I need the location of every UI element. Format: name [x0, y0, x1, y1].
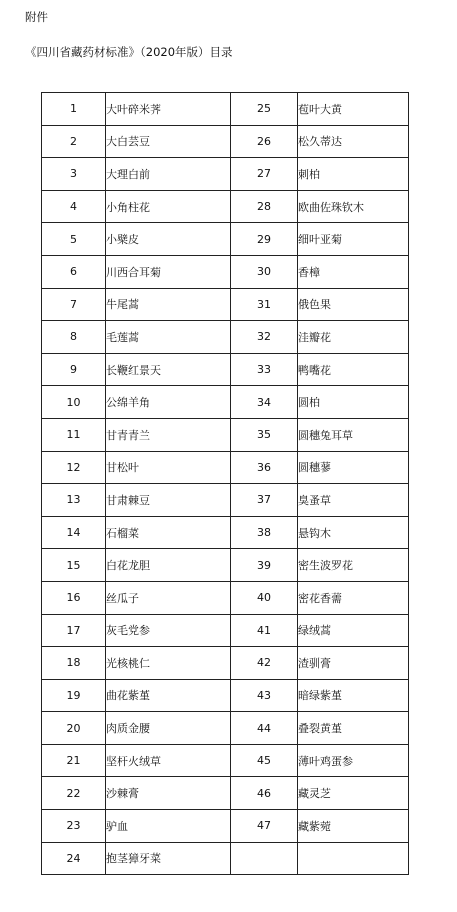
entry-name: 大白芸豆	[106, 125, 231, 158]
entry-number: 34	[231, 386, 298, 419]
entry-number: 46	[231, 777, 298, 810]
table-row	[42, 614, 409, 647]
entry-name: 大叶碎米荠	[106, 93, 231, 126]
entry-number: 22	[42, 777, 106, 810]
entry-name: 臭蚤草	[298, 484, 409, 517]
entry-number: 32	[231, 321, 298, 354]
entry-name: 洼瓣花	[298, 321, 409, 354]
table-row	[42, 418, 409, 451]
table-row	[42, 190, 409, 223]
entry-number: 14	[42, 516, 106, 549]
table-row	[42, 712, 409, 745]
entry-number: 37	[231, 484, 298, 517]
entry-number: 5	[42, 223, 106, 256]
entry-name: 肉质金腰	[106, 712, 231, 745]
entry-number: 33	[231, 353, 298, 386]
table-row	[42, 810, 409, 843]
entry-number: 45	[231, 744, 298, 777]
entry-name: 小檗皮	[106, 223, 231, 256]
entry-name: 渣驯膏	[298, 647, 409, 680]
entry-number: 40	[231, 581, 298, 614]
entry-number: 35	[231, 418, 298, 451]
entry-name: 密花香薷	[298, 581, 409, 614]
catalog-body	[42, 93, 409, 875]
entry-number: 39	[231, 549, 298, 582]
table-row	[42, 842, 409, 875]
entry-name: 灰毛党参	[106, 614, 231, 647]
entry-number: 16	[42, 581, 106, 614]
entry-name: 光核桃仁	[106, 647, 231, 680]
entry-number: 30	[231, 255, 298, 288]
table-row	[42, 93, 409, 126]
entry-number: 36	[231, 451, 298, 484]
table-row	[42, 777, 409, 810]
entry-number: 9	[42, 353, 106, 386]
entry-name: 牛尾蒿	[106, 288, 231, 321]
entry-name: 密生波罗花	[298, 549, 409, 582]
entry-number: 28	[231, 190, 298, 223]
entry-name: 小角柱花	[106, 190, 231, 223]
document-title: 《四川省藏药材标准》（2020年版）目录	[25, 45, 233, 59]
entry-name: 鸭嘴花	[298, 353, 409, 386]
entry-name: 甘松叶	[106, 451, 231, 484]
table-row	[42, 255, 409, 288]
entry-number: 38	[231, 516, 298, 549]
entry-name: 公绵羊角	[106, 386, 231, 419]
table-row	[42, 581, 409, 614]
entry-number: 19	[42, 679, 106, 712]
entry-number: 25	[231, 93, 298, 126]
table-row	[42, 321, 409, 354]
entry-name: 藏紫菀	[298, 810, 409, 843]
entry-number: 29	[231, 223, 298, 256]
entry-number: 8	[42, 321, 106, 354]
entry-name: 欧曲佐珠钦木	[298, 190, 409, 223]
entry-name: 丝瓜子	[106, 581, 231, 614]
table-row	[42, 679, 409, 712]
entry-number: 15	[42, 549, 106, 582]
entry-number: 17	[42, 614, 106, 647]
entry-number: 12	[42, 451, 106, 484]
entry-name: 细叶亚菊	[298, 223, 409, 256]
table-row	[42, 223, 409, 256]
entry-name	[298, 842, 409, 875]
table-row	[42, 353, 409, 386]
entry-name: 抱茎獐牙菜	[106, 842, 231, 875]
entry-name: 圆柏	[298, 386, 409, 419]
entry-name: 大理白前	[106, 158, 231, 191]
entry-name: 白花龙胆	[106, 549, 231, 582]
entry-number: 44	[231, 712, 298, 745]
entry-number: 3	[42, 158, 106, 191]
table-row	[42, 549, 409, 582]
entry-number: 47	[231, 810, 298, 843]
entry-number: 41	[231, 614, 298, 647]
entry-name: 长鞭红景天	[106, 353, 231, 386]
entry-number: 20	[42, 712, 106, 745]
entry-name: 松久蒂达	[298, 125, 409, 158]
entry-number: 10	[42, 386, 106, 419]
entry-name: 圆穗兔耳草	[298, 418, 409, 451]
entry-name: 石榴菜	[106, 516, 231, 549]
entry-name: 绿绒蒿	[298, 614, 409, 647]
entry-number: 11	[42, 418, 106, 451]
table-row	[42, 484, 409, 517]
entry-name: 沙棘膏	[106, 777, 231, 810]
entry-name: 毛莲蒿	[106, 321, 231, 354]
table-row	[42, 516, 409, 549]
entry-name: 叠裂黄堇	[298, 712, 409, 745]
entry-number: 6	[42, 255, 106, 288]
table-row	[42, 744, 409, 777]
entry-number: 43	[231, 679, 298, 712]
entry-name: 刺柏	[298, 158, 409, 191]
entry-number	[231, 842, 298, 875]
entry-number: 2	[42, 125, 106, 158]
table-row	[42, 451, 409, 484]
entry-number: 21	[42, 744, 106, 777]
table-row	[42, 125, 409, 158]
entry-number: 31	[231, 288, 298, 321]
entry-number: 4	[42, 190, 106, 223]
entry-name: 香樟	[298, 255, 409, 288]
entry-number: 18	[42, 647, 106, 680]
entry-name: 甘青青兰	[106, 418, 231, 451]
table-row	[42, 386, 409, 419]
entry-name: 圆穗蓼	[298, 451, 409, 484]
entry-name: 苞叶大黄	[298, 93, 409, 126]
entry-number: 42	[231, 647, 298, 680]
entry-number: 13	[42, 484, 106, 517]
entry-name: 曲花紫堇	[106, 679, 231, 712]
entry-name: 坚杆火绒草	[106, 744, 231, 777]
catalog-table	[41, 92, 409, 875]
entry-number: 27	[231, 158, 298, 191]
entry-name: 薄叶鸡蛋参	[298, 744, 409, 777]
entry-name: 川西合耳菊	[106, 255, 231, 288]
table-row	[42, 647, 409, 680]
entry-name: 悬钩木	[298, 516, 409, 549]
attachment-label: 附件	[25, 10, 48, 24]
entry-number: 7	[42, 288, 106, 321]
entry-name: 甘肃棘豆	[106, 484, 231, 517]
entry-number: 1	[42, 93, 106, 126]
entry-name: 暗绿紫堇	[298, 679, 409, 712]
entry-number: 23	[42, 810, 106, 843]
entry-name: 驴血	[106, 810, 231, 843]
table-row	[42, 158, 409, 191]
entry-name: 藏灵芝	[298, 777, 409, 810]
table-row	[42, 288, 409, 321]
entry-number: 26	[231, 125, 298, 158]
entry-number: 24	[42, 842, 106, 875]
entry-name: 俄色果	[298, 288, 409, 321]
